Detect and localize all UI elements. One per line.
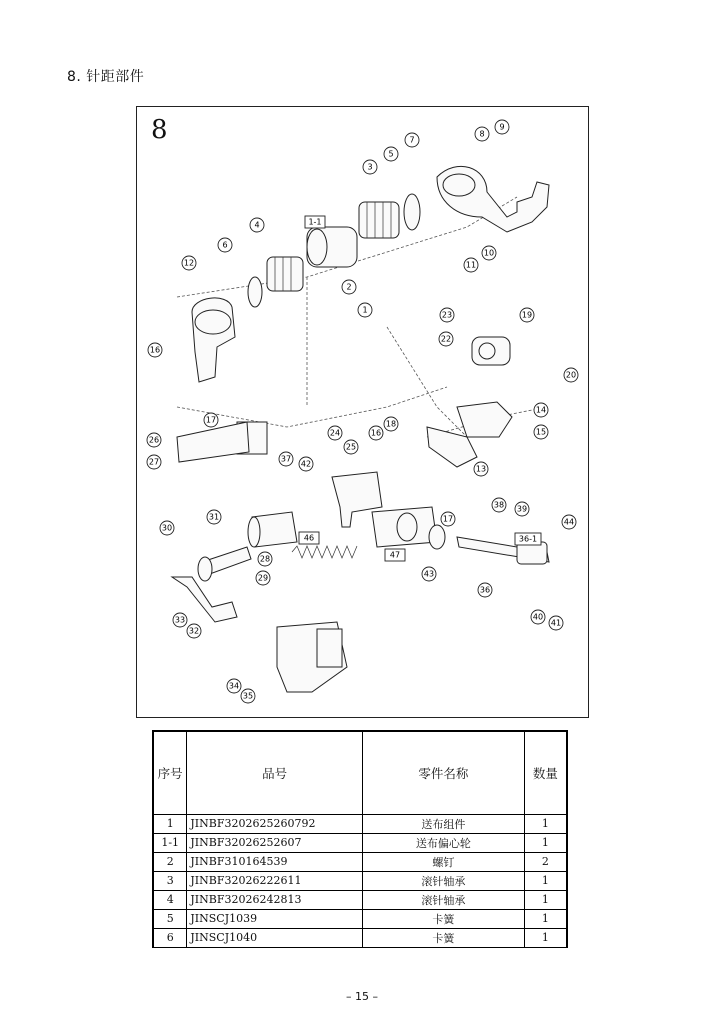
crank-part-22 xyxy=(472,337,510,365)
row-code: JINBF32026242813 xyxy=(187,890,363,909)
svg-text:1-1: 1-1 xyxy=(308,217,322,227)
svg-text:42: 42 xyxy=(300,459,312,469)
callout-25 xyxy=(344,440,358,454)
svg-text:9: 9 xyxy=(499,122,505,132)
callout-29 xyxy=(256,571,270,585)
row-code: JINBF3202625260792 xyxy=(187,814,363,833)
svg-text:1: 1 xyxy=(362,305,368,315)
svg-text:44: 44 xyxy=(563,517,575,527)
callout-5 xyxy=(384,147,398,161)
svg-text:20: 20 xyxy=(565,370,577,380)
svg-text:29: 29 xyxy=(257,573,269,583)
svg-text:36-1: 36-1 xyxy=(518,534,538,544)
svg-text:3: 3 xyxy=(367,162,373,172)
callout-13 xyxy=(474,462,488,476)
row-code: JINSCJ1040 xyxy=(187,928,363,947)
svg-text:46: 46 xyxy=(303,533,315,543)
box-label-1-1 xyxy=(305,216,325,228)
svg-text:28: 28 xyxy=(259,554,271,564)
svg-text:37: 37 xyxy=(280,454,292,464)
svg-text:43: 43 xyxy=(423,569,435,579)
table-row xyxy=(153,814,567,833)
dial-base-part-34 xyxy=(277,622,347,692)
header-no: 序号 xyxy=(153,731,187,814)
svg-text:33: 33 xyxy=(174,615,186,625)
svg-text:30: 30 xyxy=(161,523,173,533)
bell-crank-part-7 xyxy=(437,166,549,232)
svg-text:6: 6 xyxy=(222,240,228,250)
diagram-canvas xyxy=(137,107,590,719)
svg-text:36: 36 xyxy=(479,585,491,595)
svg-text:16: 16 xyxy=(149,345,161,355)
callout-2 xyxy=(342,280,356,294)
table-header-row xyxy=(153,731,567,814)
row-name: 滚针轴承 xyxy=(362,890,524,909)
callout-18 xyxy=(384,417,398,431)
callout-23 xyxy=(440,308,454,322)
svg-text:5: 5 xyxy=(388,149,394,159)
svg-text:17: 17 xyxy=(205,415,217,425)
pin-part-30 xyxy=(198,547,251,581)
row-name: 卡簧 xyxy=(362,928,524,947)
svg-text:40: 40 xyxy=(532,612,544,622)
callout-35 xyxy=(241,689,255,703)
exploded-parts-diagram xyxy=(136,106,589,718)
svg-text:35: 35 xyxy=(242,691,254,701)
svg-text:15: 15 xyxy=(535,427,547,437)
svg-text:31: 31 xyxy=(208,512,220,522)
box-label-47 xyxy=(385,549,405,561)
callout-26 xyxy=(147,433,161,447)
table-row xyxy=(153,833,567,852)
svg-text:24: 24 xyxy=(329,428,341,438)
svg-text:10: 10 xyxy=(483,248,495,258)
callout-33 xyxy=(173,613,187,627)
sleeve-part-47 xyxy=(372,507,437,547)
svg-text:22: 22 xyxy=(440,334,452,344)
box-label-46 xyxy=(299,532,319,544)
row-qty: 1 xyxy=(524,909,567,928)
row-no: 4 xyxy=(153,890,187,909)
svg-text:38: 38 xyxy=(493,500,505,510)
callout-9 xyxy=(495,120,509,134)
row-name: 螺钉 xyxy=(362,852,524,871)
callout-16 xyxy=(369,426,383,440)
svg-text:32: 32 xyxy=(188,626,200,636)
callout-1 xyxy=(358,303,372,317)
svg-text:2: 2 xyxy=(346,282,352,292)
svg-text:4: 4 xyxy=(254,220,260,230)
row-name: 送布组件 xyxy=(362,814,524,833)
callout-3 xyxy=(363,160,377,174)
header-name: 零件名称 xyxy=(362,731,524,814)
snap-ring-part-5 xyxy=(404,194,420,230)
roller-bearing-part-3 xyxy=(359,202,399,238)
row-code: JINBF310164539 xyxy=(187,852,363,871)
row-qty: 1 xyxy=(524,833,567,852)
callout-10 xyxy=(482,246,496,260)
callout-14 xyxy=(534,403,548,417)
callout-12 xyxy=(182,256,196,270)
svg-text:41: 41 xyxy=(550,618,562,628)
row-name: 送布偏心轮 xyxy=(362,833,524,852)
callout-20 xyxy=(564,368,578,382)
callout-19 xyxy=(520,308,534,322)
svg-text:12: 12 xyxy=(183,258,195,268)
callout-34 xyxy=(227,679,241,693)
callout-17 xyxy=(441,512,455,526)
svg-text:23: 23 xyxy=(441,310,453,320)
lever-part-14 xyxy=(457,402,512,437)
figure-number: 8 xyxy=(151,115,168,145)
row-no: 6 xyxy=(153,928,187,947)
row-code: JINSCJ1039 xyxy=(187,909,363,928)
row-no: 5 xyxy=(153,909,187,928)
callout-7 xyxy=(405,133,419,147)
page-number: – 15 – xyxy=(346,990,378,1003)
row-qty: 2 xyxy=(524,852,567,871)
row-code: JINBF32026222611 xyxy=(187,871,363,890)
svg-text:8: 8 xyxy=(479,129,485,139)
callout-36 xyxy=(478,583,492,597)
callout-17 xyxy=(204,413,218,427)
sleeve-part-46 xyxy=(248,512,297,547)
callout-30 xyxy=(160,521,174,535)
callout-41 xyxy=(549,616,563,630)
callout-40 xyxy=(531,610,545,624)
callout-39 xyxy=(515,502,529,516)
svg-text:26: 26 xyxy=(148,435,160,445)
row-qty: 1 xyxy=(524,814,567,833)
svg-text:14: 14 xyxy=(535,405,547,415)
svg-text:34: 34 xyxy=(228,681,240,691)
callout-31 xyxy=(207,510,221,524)
svg-text:17: 17 xyxy=(442,514,454,524)
svg-text:18: 18 xyxy=(385,419,397,429)
svg-text:19: 19 xyxy=(521,310,533,320)
callout-27 xyxy=(147,455,161,469)
callout-44 xyxy=(562,515,576,529)
box-label-36-1 xyxy=(515,533,541,545)
row-no: 1 xyxy=(153,814,187,833)
callout-24 xyxy=(328,426,342,440)
row-qty: 1 xyxy=(524,928,567,947)
svg-text:47: 47 xyxy=(389,550,401,560)
shaft-part-26 xyxy=(177,422,249,462)
svg-text:39: 39 xyxy=(516,504,528,514)
row-qty: 1 xyxy=(524,890,567,909)
callout-42 xyxy=(299,457,313,471)
table-row xyxy=(153,909,567,928)
table-row xyxy=(153,928,567,947)
row-qty: 1 xyxy=(524,871,567,890)
feed-arm-part-12 xyxy=(192,298,235,382)
svg-text:13: 13 xyxy=(475,464,487,474)
table-row xyxy=(153,852,567,871)
row-name: 卡簧 xyxy=(362,909,524,928)
row-no: 3 xyxy=(153,871,187,890)
svg-text:25: 25 xyxy=(345,442,357,452)
svg-text:11: 11 xyxy=(465,260,477,270)
roller-bearing-part-4 xyxy=(267,257,303,291)
callout-15 xyxy=(534,425,548,439)
svg-text:16: 16 xyxy=(370,428,382,438)
callout-28 xyxy=(258,552,272,566)
snap-ring-part-6 xyxy=(248,277,262,307)
svg-text:27: 27 xyxy=(148,457,160,467)
row-no: 2 xyxy=(153,852,187,871)
callout-6 xyxy=(218,238,232,252)
header-qty: 数量 xyxy=(524,731,567,814)
svg-text:7: 7 xyxy=(409,135,415,145)
callout-43 xyxy=(422,567,436,581)
feed-eccentric-part-1-1 xyxy=(307,227,357,267)
callout-22 xyxy=(439,332,453,346)
table-row xyxy=(153,871,567,890)
callout-4 xyxy=(250,218,264,232)
callout-37 xyxy=(279,452,293,466)
row-no: 1-1 xyxy=(153,833,187,852)
callout-38 xyxy=(492,498,506,512)
collar-part-43 xyxy=(429,525,445,549)
row-name: 滚针轴承 xyxy=(362,871,524,890)
callout-32 xyxy=(187,624,201,638)
header-code: 品号 xyxy=(187,731,363,814)
callout-11 xyxy=(464,258,478,272)
spring-part-28 xyxy=(292,546,357,558)
row-code: JINBF32026252607 xyxy=(187,833,363,852)
table-row xyxy=(153,890,567,909)
callout-8 xyxy=(475,127,489,141)
parts-table xyxy=(152,730,568,948)
section-title: 8. 针距部件 xyxy=(67,69,145,85)
callout-16 xyxy=(148,343,162,357)
